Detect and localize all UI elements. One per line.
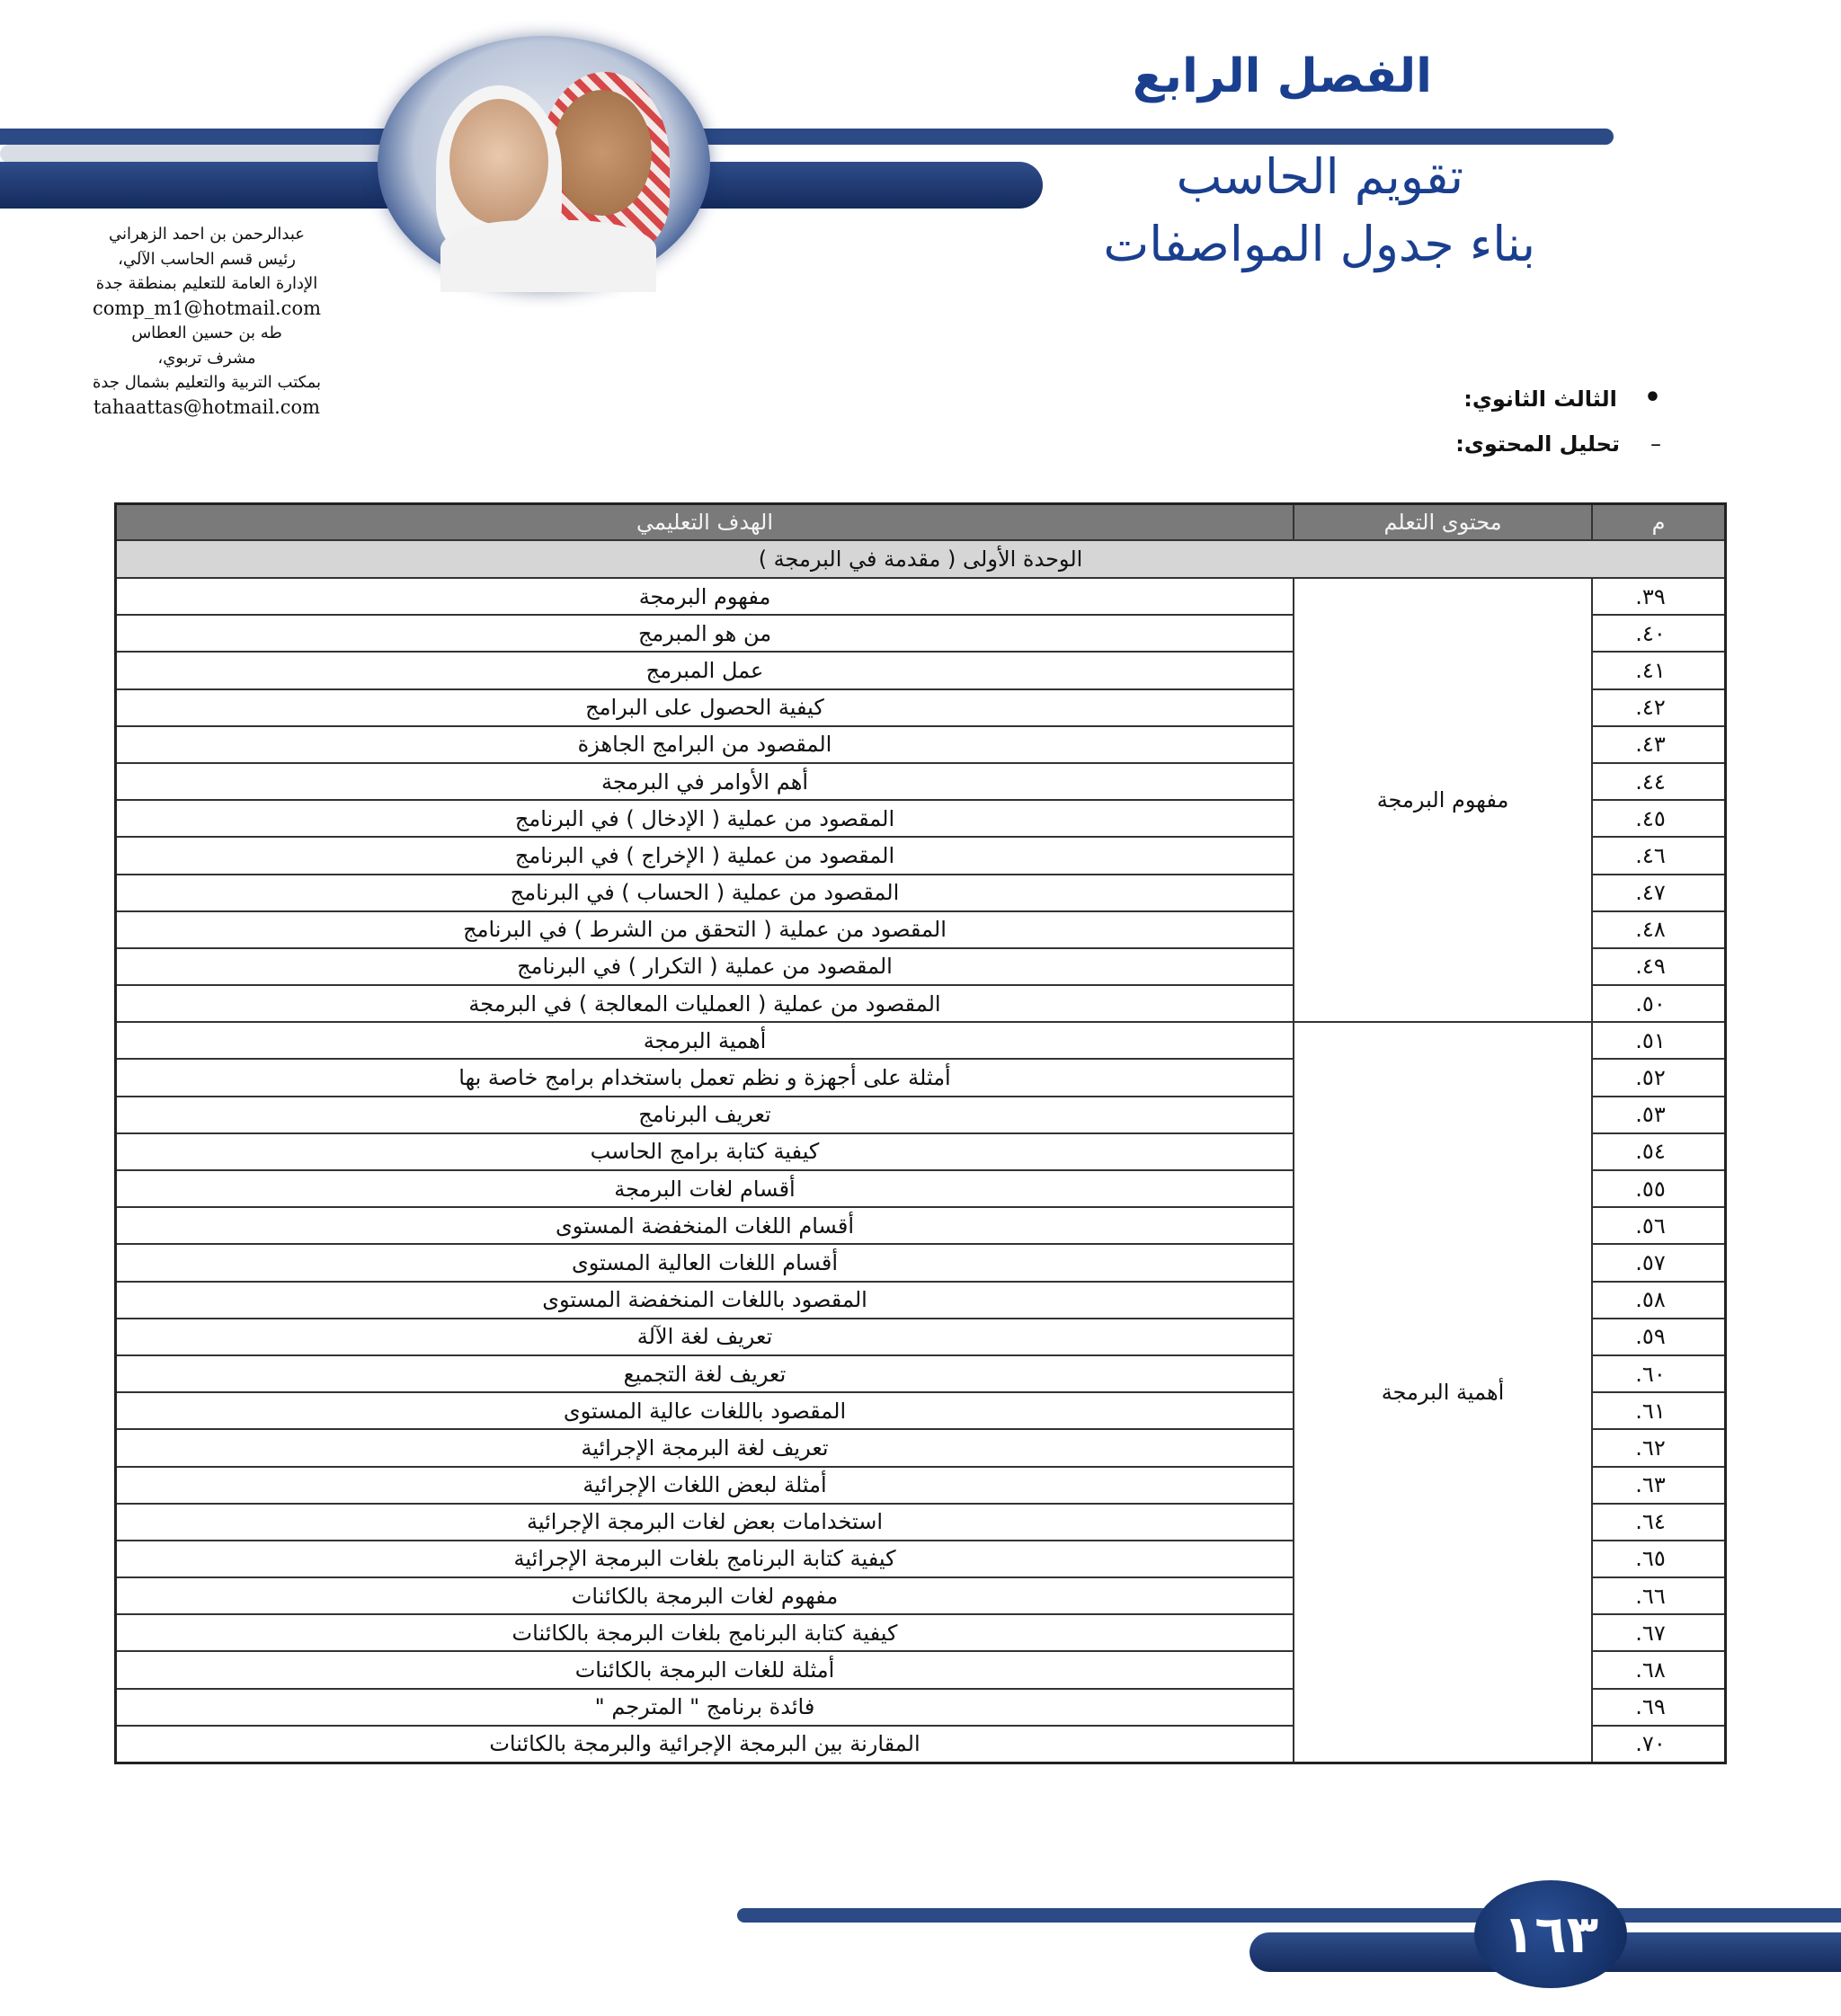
authors-block [72, 222, 342, 420]
learning-goal-cell: تعريف لغة البرمجة الإجرائية [116, 1429, 1294, 1466]
learning-content-cell: أهمية البرمجة [1294, 1022, 1592, 1763]
author-line: الإدارة العامة للتعليم بمنطقة جدة [95, 274, 318, 293]
row-number: ٣٩. [1592, 578, 1726, 615]
grade-label: الثالث الثانوي: [1463, 386, 1617, 412]
row-number: ٥٤. [1592, 1133, 1726, 1170]
learning-goal-cell: المقصود من عملية ( الحساب ) في البرنامج [116, 875, 1294, 911]
footer-stripe [737, 1908, 1841, 1923]
row-number: ٧٠. [1592, 1726, 1726, 1763]
learning-goal-cell: أهم الأوامر في البرمجة [116, 763, 1294, 800]
row-number: ٤٥. [1592, 800, 1726, 837]
row-number: ٦٦. [1592, 1577, 1726, 1614]
learning-goal-cell: كيفية كتابة البرنامج بلغات البرمجة بالكائنات [116, 1614, 1294, 1651]
row-number: ٥٩. [1592, 1319, 1726, 1355]
learning-goal-cell: المقصود من عملية ( العمليات المعالجة ) في البرمجة [116, 985, 1294, 1022]
row-number: ٦٠. [1592, 1355, 1726, 1392]
learning-goal-cell: أمثلة للغات البرمجة بالكائنات [116, 1651, 1294, 1688]
learning-content-cell: مفهوم البرمجة [1294, 578, 1592, 1022]
row-number: ٤٩. [1592, 948, 1726, 985]
row-number: ٤٢. [1592, 689, 1726, 726]
analysis-label: تحليل المحتوى: [1455, 431, 1620, 457]
learning-goal-cell: المقارنة بين البرمجة الإجرائية والبرمجة بالكائنات [116, 1726, 1294, 1763]
row-number: ٥٦. [1592, 1207, 1726, 1244]
learning-goal-cell: أمثلة لبعض اللغات الإجرائية [116, 1467, 1294, 1504]
header-content: محتوى التعلم [1294, 504, 1592, 541]
author-email: tahaattas@hotmail.com [93, 395, 321, 418]
row-number: ٤٦. [1592, 837, 1726, 874]
learning-goal-cell: أقسام اللغات المنخفضة المستوى [116, 1207, 1294, 1244]
dash-icon: – [1650, 431, 1661, 457]
row-number: ٥٨. [1592, 1282, 1726, 1319]
learning-goal-cell: تعريف لغة الآلة [116, 1319, 1294, 1355]
grade-heading [1463, 382, 1661, 413]
unit-title: الوحدة الأولى ( مقدمة في البرمجة ) [116, 540, 1726, 578]
learning-goal-cell: أهمية البرمجة [116, 1022, 1294, 1059]
row-number: ٦١. [1592, 1392, 1726, 1429]
row-number: ٦٩. [1592, 1689, 1726, 1726]
row-number: ٥٢. [1592, 1059, 1726, 1096]
header-num: م [1592, 504, 1726, 541]
row-number: ٤٤. [1592, 763, 1726, 800]
author-line: مشرف تربوي، [157, 348, 256, 368]
row-number: ٦٧. [1592, 1614, 1726, 1651]
row-number: ٤٠. [1592, 615, 1726, 652]
page-title: تقويم الحاسب [1176, 148, 1463, 205]
learning-goal-cell: مفهوم البرمجة [116, 578, 1294, 615]
learning-goal-cell: المقصود من عملية ( الإخراج ) في البرنامج [116, 837, 1294, 874]
table-row [116, 578, 1726, 615]
row-number: ٤١. [1592, 652, 1726, 688]
row-number: ٥٠. [1592, 985, 1726, 1022]
row-number: ٥٥. [1592, 1170, 1726, 1207]
learning-goal-cell: المقصود من البرامج الجاهزة [116, 726, 1294, 763]
row-number: ٥٣. [1592, 1097, 1726, 1133]
learning-goal-cell: تعريف البرنامج [116, 1097, 1294, 1133]
learning-goal-cell: عمل المبرمج [116, 652, 1294, 688]
analysis-heading [1455, 431, 1661, 457]
author-clothing [440, 220, 656, 292]
specification-table [114, 502, 1727, 1764]
author-line: عبدالرحمن بن احمد الزهراني [109, 225, 305, 244]
row-number: ٦٥. [1592, 1541, 1726, 1577]
learning-goal-cell: أقسام لغات البرمجة [116, 1170, 1294, 1207]
learning-goal-cell: المقصود من عملية ( التكرار ) في البرنامج [116, 948, 1294, 985]
learning-goal-cell: كيفية الحصول على البرامج [116, 689, 1294, 726]
row-number: ٦٢. [1592, 1429, 1726, 1466]
header-goal: الهدف التعليمي [116, 504, 1294, 541]
page-subtitle: بناء جدول المواصفات [1103, 216, 1535, 272]
row-number: ٤٧. [1592, 875, 1726, 911]
page-number: ١٦٣ [1474, 1880, 1627, 1988]
row-number: ٤٣. [1592, 726, 1726, 763]
author-line: طه بن حسين العطاس [131, 324, 282, 342]
learning-goal-cell: أمثلة على أجهزة و نظم تعمل باستخدام برامج خاصة بها [116, 1059, 1294, 1096]
learning-goal-cell: المقصود من عملية ( التحقق من الشرط ) في البرنامج [116, 911, 1294, 948]
learning-goal-cell: تعريف لغة التجميع [116, 1355, 1294, 1392]
row-number: ٦٤. [1592, 1504, 1726, 1541]
table-row [116, 1022, 1726, 1059]
author-face-left [449, 99, 548, 225]
chapter-title: الفصل الرابع [1132, 49, 1432, 103]
row-number: ٦٨. [1592, 1651, 1726, 1688]
author-line: رئيس قسم الحاسب الآلي، [118, 249, 296, 269]
learning-goal-cell: مفهوم لغات البرمجة بالكائنات [116, 1577, 1294, 1614]
header-stripe [0, 129, 1614, 145]
learning-goal-cell: استخدامات بعض لغات البرمجة الإجرائية [116, 1504, 1294, 1541]
authors-photo [378, 36, 710, 292]
learning-goal-cell: أقسام اللغات العالية المستوى [116, 1244, 1294, 1281]
table-header-row [116, 504, 1726, 541]
learning-goal-cell: من هو المبرمج [116, 615, 1294, 652]
learning-goal-cell: كيفية كتابة البرنامج بلغات البرمجة الإجرائية [116, 1541, 1294, 1577]
row-number: ٦٣. [1592, 1467, 1726, 1504]
row-number: ٥٧. [1592, 1244, 1726, 1281]
bullet-icon: • [1643, 382, 1661, 413]
author-email: comp_m1@hotmail.com [93, 297, 321, 319]
author-line: بمكتب التربية والتعليم بشمال جدة [93, 373, 321, 392]
author-face-right [553, 90, 652, 216]
learning-goal-cell: المقصود باللغات عالية المستوى [116, 1392, 1294, 1429]
row-number: ٤٨. [1592, 911, 1726, 948]
learning-goal-cell: فائدة برنامج " المترجم " [116, 1689, 1294, 1726]
learning-goal-cell: كيفية كتابة برامج الحاسب [116, 1133, 1294, 1170]
learning-goal-cell: المقصود من عملية ( الإدخال ) في البرنامج [116, 800, 1294, 837]
unit-row [116, 540, 1726, 578]
row-number: ٥١. [1592, 1022, 1726, 1059]
learning-goal-cell: المقصود باللغات المنخفضة المستوى [116, 1282, 1294, 1319]
